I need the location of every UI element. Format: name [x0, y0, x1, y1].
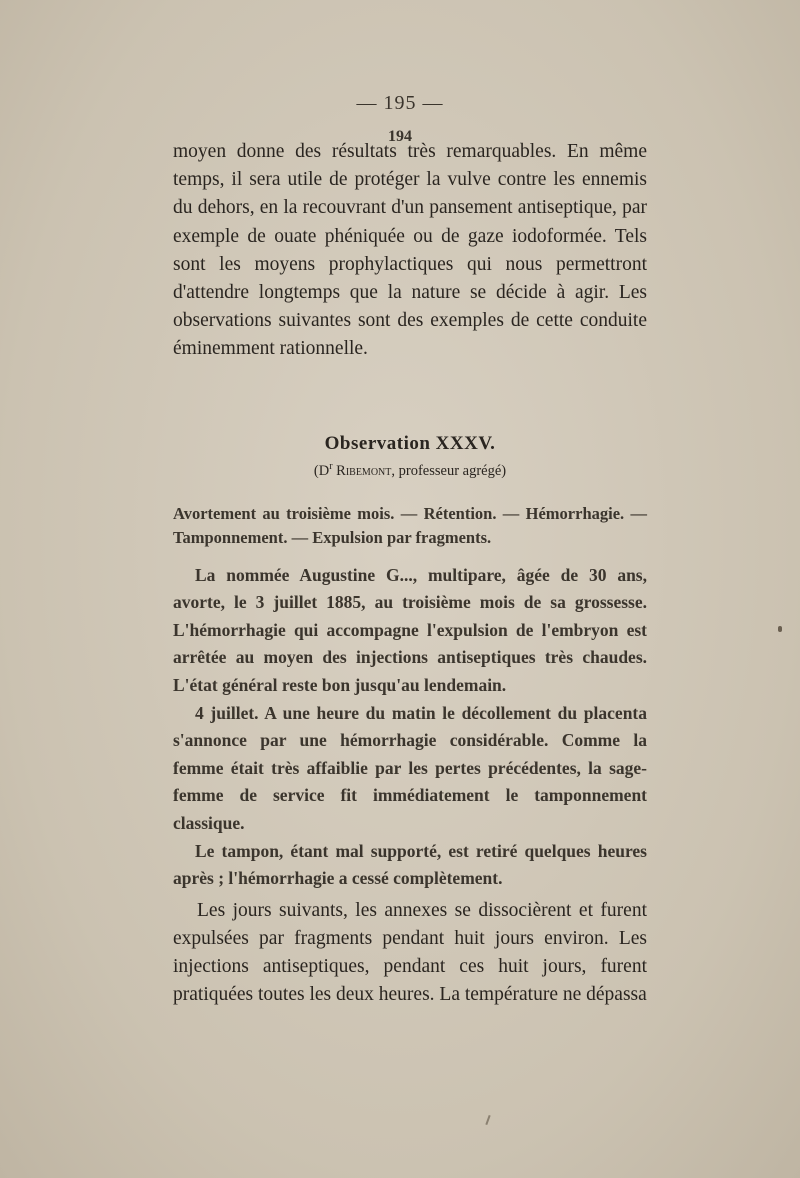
- intro-paragraph: moyen donne des résultats très remarquables. En même temps, il sera utile de protéger la vulve contre les ennemis du dehors, en la recouvrant d'un pansement antiseptique, par exemple de ouate phéniquée ou de gaze iodoformée. Tels sont les moyens prophylactiques qui nous permettront d'attendre longtemps que la nature se décide à agir. Les observations suivantes sont des exemples de cette conduite éminemment rationnelle.: [173, 141, 647, 360]
- author-name: Ribemont: [336, 462, 392, 479]
- observation-author: [173, 456, 647, 482]
- paper-scratch: [485, 1115, 490, 1125]
- case-paragraph: Le tampon, étant mal supporté, est retiré quelques heures après ; l'hémorrhagie a cessé complètement.: [173, 840, 647, 889]
- author-suffix: , professeur agrégé): [391, 462, 507, 479]
- page-folio: — 195 —: [356, 92, 444, 114]
- ink-speck: [778, 626, 782, 632]
- author-title-sup: r: [329, 460, 333, 472]
- observation-summary: Avortement au troisième mois. — Rétention. — Hémorrhagie. — Tamponnement. — Expulsion par fragments.: [173, 503, 647, 547]
- final-paragraph: Les jours suivants, les annexes se dissocièrent et furent expulsées par fragments pendant huit jours environ. Les injections antiseptiques, pendant ces huit jours, furent pratiquées toutes les deux heures. La température ne dépassa: [173, 899, 647, 1006]
- bleed-through-page-number: 194: [388, 128, 412, 145]
- case-paragraph: 4 juillet. A une heure du matin le décollement du placenta s'annonce par une hémorrhagie considérable. Comme la femme était très affaiblie par les pertes précédentes, la sage-femme de service fit immédiatement le tamponnement classique.: [173, 702, 647, 833]
- case-report: [173, 562, 647, 893]
- author-prefix: (D: [313, 462, 330, 479]
- observation-title: Observation XXXV.: [324, 432, 496, 454]
- case-paragraph: La nommée Augustine G..., multipare, âgée de 30 ans, avorte, le 3 juillet 1885, au troisième mois de sa grossesse. L'hémorrhagie qui accompagne l'expulsion de l'embryon est arrêtée au moyen des injections antiseptiques très chaudes. L'état général reste bon jusqu'au lendemain.: [173, 564, 647, 696]
- page-text: [173, 138, 647, 1010]
